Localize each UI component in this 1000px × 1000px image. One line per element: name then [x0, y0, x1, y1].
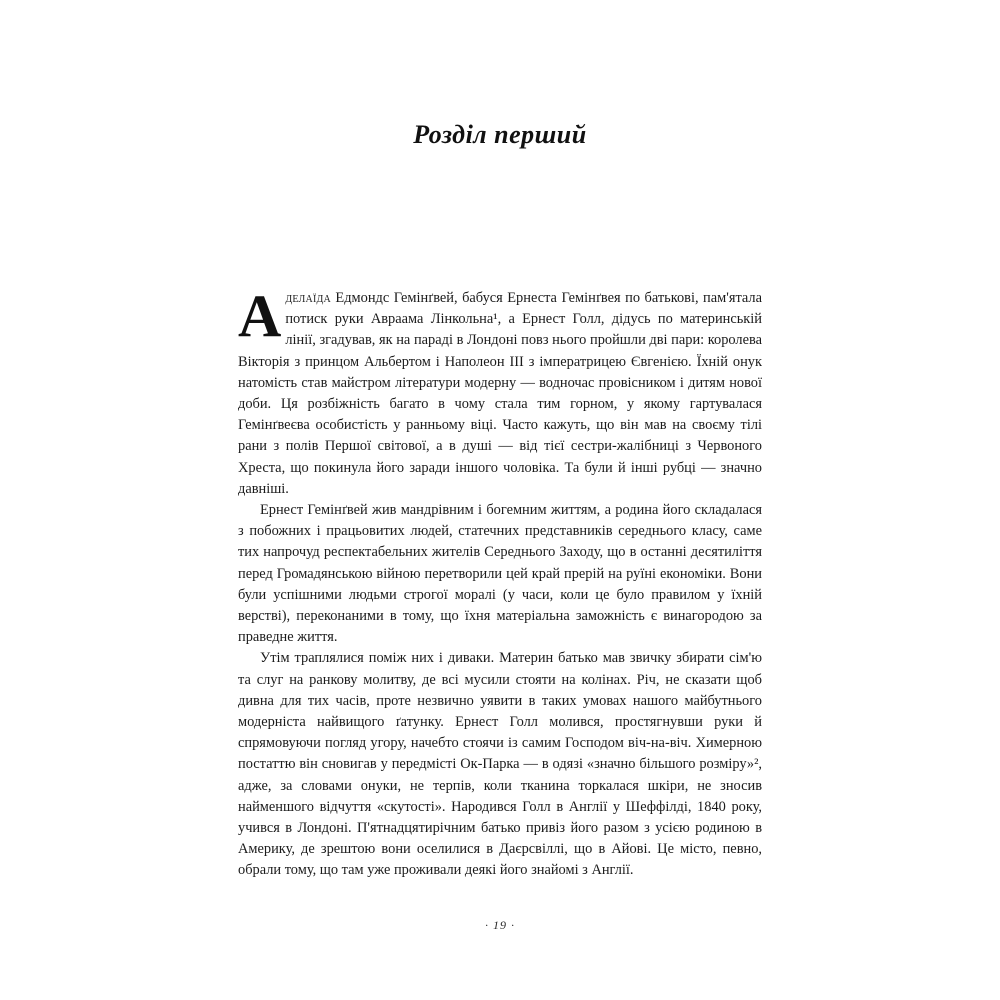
page-number: · 19 · — [485, 918, 515, 932]
paragraph-2: Ернест Гемінґвей жив мандрівним і богемним життям, а родина його складалася з побожних і працьовитих людей, статечних представників середнього класу, саме тих напрочуд респектабельних жителів Середнього Заходу, що в останні десятиліття перед Громадянською війною перетворили цей край прерій на руїні економіки. Вони були успішними людьми строгої моралі (у часи, коли це було правилом у їхній верстві), переконаними в тому, що їхня матеріальна заможність є винагородою за праведне життя. — [238, 502, 762, 646]
drop-cap: А — [238, 283, 282, 349]
body-text-block — [238, 283, 762, 882]
lead-smallcaps: делаїда — [285, 290, 331, 306]
chapter-title: Розділ перший — [413, 120, 587, 149]
paragraph-1 — [238, 283, 762, 500]
paragraph-3: Утім траплялися поміж них і диваки. Материн батько мав звичку збирати сім'ю та слуг на ранкову молитву, де всі мусили стояти на колінах. Річ, не сказати щоб дивна для тих часів, проте незвично уявити в таких умовах нашого майбутнього модерніста найвищого ґатунку. Ернест Голл молився, простягнувши руки й спрямовуючи погляд угору, начебто стоячи із самим Господом віч-на-віч. Химерною постаттю він сновигав у передмісті Ок-Парка — в одязі «значно більшого розміру»², адже, за словами онуки, не терпів, коли тканина торкалася шкіри, не зносив найменшого відчуття «скутості». Народився Голл в Англії у Шеффілді, 1840 року, учився в Лондоні. П'ятнадцятирічним батько привіз його разом з усією родиною в Америку, де зрештою вони оселилися в Даєрсвіллі, що в Айові. Це місто, певно, обрали тому, що там уже проживали деякі його знайомі з Англії. — [238, 650, 762, 879]
paragraph-1-text: Едмондс Гемінґвей, бабуся Ернеста Гемінґвея по батькові, пам'ятала потиск руки Авраама Лінкольна¹, а Ернест Голл, дідусь по материнській лінії, згадував, як на параді в Лондоні повз нього пройшли дві пари: королева Вікторія з принцом Альбертом і Наполеон III з імператрицею Євгенією. Їхній онук натомість став майстром літератури модерну — водночас провісником і дитям нової доби. Ця розбіжність багато в чому стала тим горном, у якому гартувалася Гемінґвеєва особистість у ранньому віці. Часто кажуть, що він мав на своєму тілі рани з полів Першої світової, а в душі — від тієї сестри-жалібниці з Червоного Хреста, що покинула його заради іншого чоловіка. Та були й інші рубці — значно давніші. — [238, 290, 762, 497]
